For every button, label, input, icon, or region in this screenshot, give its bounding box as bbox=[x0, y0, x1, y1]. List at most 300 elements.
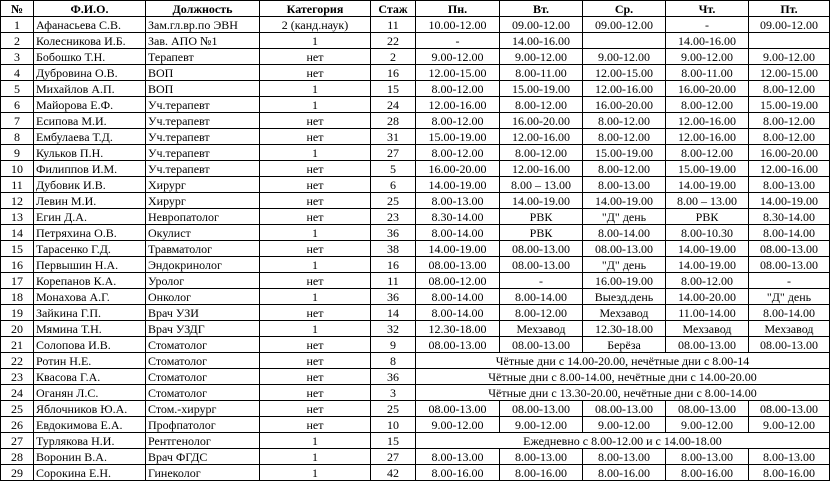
cell-number: 22 bbox=[1, 353, 34, 369]
cell-number: 11 bbox=[1, 177, 34, 193]
cell-experience: 23 bbox=[371, 209, 416, 225]
table-row bbox=[1, 97, 830, 113]
cell-wednesday: Мехзавод bbox=[583, 305, 666, 321]
cell-position: Уч.терапевт bbox=[146, 161, 260, 177]
cell-monday: 08.00-13.00 bbox=[416, 257, 500, 273]
cell-category: нет bbox=[260, 337, 371, 353]
table-row bbox=[1, 241, 830, 257]
cell-wednesday: 12.30-18.00 bbox=[583, 321, 666, 337]
cell-experience: 28 bbox=[371, 113, 416, 129]
table-row bbox=[1, 449, 830, 465]
cell-experience: 42 bbox=[371, 465, 416, 481]
cell-wednesday: 8.00-13.00 bbox=[583, 449, 666, 465]
cell-thursday: 8.00-12.00 bbox=[666, 97, 749, 113]
cell-tuesday: 09.00-12.00 bbox=[500, 17, 583, 33]
cell-name: Дубровина О.В. bbox=[34, 65, 146, 81]
cell-wednesday: 8.00-16.00 bbox=[583, 465, 666, 481]
cell-name: Егин Д.А. bbox=[34, 209, 146, 225]
cell-tuesday: 8.00-11.00 bbox=[500, 65, 583, 81]
cell-wednesday: 8.00-12.00 bbox=[583, 161, 666, 177]
cell-schedule-note: Чётные дни с 8.00-14.00, нечётные дни с 14.00-20.00 bbox=[416, 369, 830, 385]
cell-number: 24 bbox=[1, 385, 34, 401]
cell-number: 1 bbox=[1, 17, 34, 33]
cell-position: Стоматолог bbox=[146, 385, 260, 401]
table-row bbox=[1, 273, 830, 289]
cell-friday: 08.00-13.00 bbox=[749, 337, 830, 353]
cell-name: Зайкина Г.П. bbox=[34, 305, 146, 321]
cell-name: Майорова Е.Ф. bbox=[34, 97, 146, 113]
cell-wednesday: 15.00-19.00 bbox=[583, 145, 666, 161]
cell-number: 18 bbox=[1, 289, 34, 305]
cell-experience: 15 bbox=[371, 433, 416, 449]
cell-monday: 9.00-12.00 bbox=[416, 417, 500, 433]
table-row bbox=[1, 225, 830, 241]
cell-wednesday: 8.00-13.00 bbox=[583, 177, 666, 193]
table-row bbox=[1, 321, 830, 337]
table-row bbox=[1, 433, 830, 449]
cell-number: 21 bbox=[1, 337, 34, 353]
cell-friday: 8.00-14.00 bbox=[749, 225, 830, 241]
table-row bbox=[1, 257, 830, 273]
cell-category: 1 bbox=[260, 145, 371, 161]
cell-name: Корепанов К.А. bbox=[34, 273, 146, 289]
cell-position: Стоматолог bbox=[146, 337, 260, 353]
cell-category: 2 (канд.наук) bbox=[260, 17, 371, 33]
cell-thursday: 14.00-16.00 bbox=[666, 33, 749, 49]
cell-name: Колесникова И.Б. bbox=[34, 33, 146, 49]
cell-experience: 25 bbox=[371, 193, 416, 209]
cell-friday: 08.00-13.00 bbox=[749, 241, 830, 257]
cell-wednesday: 8.00-14.00 bbox=[583, 225, 666, 241]
cell-wednesday: "Д" день bbox=[583, 209, 666, 225]
cell-position: Терапевт bbox=[146, 49, 260, 65]
cell-number: 23 bbox=[1, 369, 34, 385]
cell-friday: Мехзавод bbox=[749, 321, 830, 337]
table-row bbox=[1, 49, 830, 65]
table-row bbox=[1, 305, 830, 321]
cell-name: Петряхина О.В. bbox=[34, 225, 146, 241]
cell-experience: 16 bbox=[371, 257, 416, 273]
cell-experience: 36 bbox=[371, 225, 416, 241]
cell-monday: 8.00-12.00 bbox=[416, 81, 500, 97]
cell-thursday: 12.00-16.00 bbox=[666, 113, 749, 129]
cell-position: Эндокринолог bbox=[146, 257, 260, 273]
cell-experience: 25 bbox=[371, 401, 416, 417]
cell-monday: 8.00-12.00 bbox=[416, 113, 500, 129]
cell-number: 7 bbox=[1, 113, 34, 129]
cell-experience: 27 bbox=[371, 145, 416, 161]
cell-name: Первышин Н.А. bbox=[34, 257, 146, 273]
cell-position: Онколог bbox=[146, 289, 260, 305]
cell-thursday: 8.00-10.30 bbox=[666, 225, 749, 241]
header-friday: Пт. bbox=[749, 1, 830, 17]
cell-monday: 14.00-19.00 bbox=[416, 241, 500, 257]
cell-name: Оганян Л.С. bbox=[34, 385, 146, 401]
cell-category: нет bbox=[260, 113, 371, 129]
cell-experience: 5 bbox=[371, 161, 416, 177]
cell-thursday: 8.00-16.00 bbox=[666, 465, 749, 481]
cell-tuesday: РВК bbox=[500, 225, 583, 241]
cell-name: Сорокина Е.Н. bbox=[34, 465, 146, 481]
cell-wednesday: "Д" день bbox=[583, 257, 666, 273]
cell-tuesday: 8.00-12.00 bbox=[500, 305, 583, 321]
cell-friday: 9.00-12.00 bbox=[749, 49, 830, 65]
cell-thursday: 9.00-12.00 bbox=[666, 417, 749, 433]
cell-thursday: 9.00-12.00 bbox=[666, 49, 749, 65]
cell-experience: 16 bbox=[371, 65, 416, 81]
cell-thursday: - bbox=[666, 17, 749, 33]
cell-schedule-note: Чётные дни с 14.00-20.00, нечётные дни с 8.00-14 bbox=[416, 353, 830, 369]
cell-thursday: 14.00-19.00 bbox=[666, 177, 749, 193]
cell-thursday: 16.00-20.00 bbox=[666, 81, 749, 97]
cell-friday: 8.00-13.00 bbox=[749, 449, 830, 465]
cell-friday: 12.00-15.00 bbox=[749, 65, 830, 81]
cell-number: 15 bbox=[1, 241, 34, 257]
cell-monday: 8.30-14.00 bbox=[416, 209, 500, 225]
header-experience: Стаж bbox=[371, 1, 416, 17]
cell-name: Ембулаева Т.Д. bbox=[34, 129, 146, 145]
cell-monday: 12.00-16.00 bbox=[416, 97, 500, 113]
cell-category: нет bbox=[260, 417, 371, 433]
cell-name: Дубовик И.В. bbox=[34, 177, 146, 193]
cell-name: Квасова Г.А. bbox=[34, 369, 146, 385]
cell-name: Бобошко Т.Н. bbox=[34, 49, 146, 65]
table-row bbox=[1, 369, 830, 385]
header-tuesday: Вт. bbox=[500, 1, 583, 17]
cell-category: 1 bbox=[260, 433, 371, 449]
header-name: Ф.И.О. bbox=[34, 1, 146, 17]
cell-monday: 10.00-12.00 bbox=[416, 17, 500, 33]
cell-position: Уч.терапевт bbox=[146, 97, 260, 113]
cell-thursday: РВК bbox=[666, 209, 749, 225]
cell-thursday: 08.00-13.00 bbox=[666, 401, 749, 417]
cell-category: нет bbox=[260, 177, 371, 193]
table-row bbox=[1, 17, 830, 33]
table-row bbox=[1, 289, 830, 305]
cell-monday: 15.00-19.00 bbox=[416, 129, 500, 145]
cell-monday: 8.00-16.00 bbox=[416, 465, 500, 481]
cell-number: 13 bbox=[1, 209, 34, 225]
cell-thursday: 11.00-14.00 bbox=[666, 305, 749, 321]
table-row bbox=[1, 177, 830, 193]
header-row bbox=[1, 1, 830, 17]
cell-tuesday: 14.00-16.00 bbox=[500, 33, 583, 49]
cell-friday: 12.00-16.00 bbox=[749, 161, 830, 177]
cell-friday: 8.00-14.00 bbox=[749, 305, 830, 321]
cell-experience: 36 bbox=[371, 289, 416, 305]
cell-position: Уч.терапевт bbox=[146, 145, 260, 161]
cell-tuesday: 08.00-13.00 bbox=[500, 257, 583, 273]
cell-experience: 10 bbox=[371, 417, 416, 433]
cell-number: 17 bbox=[1, 273, 34, 289]
cell-thursday: 8.00-12.00 bbox=[666, 273, 749, 289]
cell-name: Воронин В.А. bbox=[34, 449, 146, 465]
cell-thursday: 08.00-13.00 bbox=[666, 337, 749, 353]
cell-wednesday: 12.00-16.00 bbox=[583, 81, 666, 97]
cell-position: Врач ФГДС bbox=[146, 449, 260, 465]
cell-monday: 8.00-14.00 bbox=[416, 289, 500, 305]
cell-number: 16 bbox=[1, 257, 34, 273]
header-category: Категория bbox=[260, 1, 371, 17]
cell-name: Кульков П.Н. bbox=[34, 145, 146, 161]
cell-monday: 14.00-19.00 bbox=[416, 177, 500, 193]
cell-thursday: Мехзавод bbox=[666, 321, 749, 337]
cell-wednesday: 12.00-15.00 bbox=[583, 65, 666, 81]
cell-number: 29 bbox=[1, 465, 34, 481]
cell-position: Гинеколог bbox=[146, 465, 260, 481]
cell-number: 26 bbox=[1, 417, 34, 433]
cell-position: Зам.гл.вр.по ЭВН bbox=[146, 17, 260, 33]
cell-friday: "Д" день bbox=[749, 289, 830, 305]
cell-number: 27 bbox=[1, 433, 34, 449]
cell-tuesday: РВК bbox=[500, 209, 583, 225]
cell-schedule-note: Ежедневно с 8.00-12.00 и с 14.00-18.00 bbox=[416, 433, 830, 449]
cell-monday: 8.00-13.00 bbox=[416, 449, 500, 465]
cell-wednesday: 08.00-13.00 bbox=[583, 241, 666, 257]
cell-number: 14 bbox=[1, 225, 34, 241]
cell-thursday: 8.00-13.00 bbox=[666, 449, 749, 465]
table-row bbox=[1, 385, 830, 401]
cell-wednesday: 9.00-12.00 bbox=[583, 417, 666, 433]
table-row bbox=[1, 65, 830, 81]
cell-category: нет bbox=[260, 353, 371, 369]
cell-tuesday: 15.00-19.00 bbox=[500, 81, 583, 97]
cell-experience: 8 bbox=[371, 353, 416, 369]
cell-name: Есипова М.И. bbox=[34, 113, 146, 129]
cell-name: Евдокимова Е.А. bbox=[34, 417, 146, 433]
cell-position: Уч.терапевт bbox=[146, 113, 260, 129]
cell-tuesday: 14.00-19.00 bbox=[500, 193, 583, 209]
cell-category: нет bbox=[260, 401, 371, 417]
cell-experience: 9 bbox=[371, 337, 416, 353]
cell-number: 25 bbox=[1, 401, 34, 417]
cell-position: ВОП bbox=[146, 81, 260, 97]
cell-category: 1 bbox=[260, 449, 371, 465]
cell-friday: 8.30-14.00 bbox=[749, 209, 830, 225]
cell-category: нет bbox=[260, 241, 371, 257]
cell-position: Окулист bbox=[146, 225, 260, 241]
cell-experience: 27 bbox=[371, 449, 416, 465]
cell-thursday: 8.00-12.00 bbox=[666, 145, 749, 161]
cell-monday: 08.00-12.00 bbox=[416, 273, 500, 289]
cell-thursday: 14.00-20.00 bbox=[666, 289, 749, 305]
cell-friday: 15.00-19.00 bbox=[749, 97, 830, 113]
cell-wednesday: Выезд.день bbox=[583, 289, 666, 305]
cell-category: нет bbox=[260, 193, 371, 209]
cell-thursday: 8.00-11.00 bbox=[666, 65, 749, 81]
cell-friday: 8.00-16.00 bbox=[749, 465, 830, 481]
cell-experience: 24 bbox=[371, 97, 416, 113]
table-row bbox=[1, 33, 830, 49]
cell-wednesday bbox=[583, 33, 666, 49]
cell-friday: 08.00-13.00 bbox=[749, 257, 830, 273]
cell-experience: 6 bbox=[371, 177, 416, 193]
table-row bbox=[1, 161, 830, 177]
cell-number: 4 bbox=[1, 65, 34, 81]
cell-category: 1 bbox=[260, 257, 371, 273]
header-wednesday: Ср. bbox=[583, 1, 666, 17]
cell-category: 1 bbox=[260, 289, 371, 305]
cell-position: Невропатолог bbox=[146, 209, 260, 225]
cell-tuesday: 16.00-20.00 bbox=[500, 113, 583, 129]
cell-wednesday: 9.00-12.00 bbox=[583, 49, 666, 65]
cell-category: нет bbox=[260, 161, 371, 177]
cell-tuesday: 8.00-16.00 bbox=[500, 465, 583, 481]
table-row bbox=[1, 129, 830, 145]
cell-category: 1 bbox=[260, 33, 371, 49]
cell-experience: 15 bbox=[371, 81, 416, 97]
cell-friday bbox=[749, 33, 830, 49]
cell-category: 1 bbox=[260, 225, 371, 241]
cell-tuesday: 12.00-16.00 bbox=[500, 129, 583, 145]
cell-category: нет bbox=[260, 385, 371, 401]
cell-tuesday: 8.00-12.00 bbox=[500, 97, 583, 113]
cell-tuesday: 9.00-12.00 bbox=[500, 417, 583, 433]
cell-category: 1 bbox=[260, 81, 371, 97]
table-row bbox=[1, 113, 830, 129]
cell-name: Монахова А.Г. bbox=[34, 289, 146, 305]
cell-position: Уч.терапевт bbox=[146, 129, 260, 145]
cell-friday: - bbox=[749, 273, 830, 289]
cell-wednesday: 8.00-12.00 bbox=[583, 113, 666, 129]
cell-position: Зав. АПО №1 bbox=[146, 33, 260, 49]
cell-name: Филиппов И.М. bbox=[34, 161, 146, 177]
table-row bbox=[1, 465, 830, 481]
cell-number: 9 bbox=[1, 145, 34, 161]
cell-wednesday: 8.00-12.00 bbox=[583, 129, 666, 145]
cell-position: Рентгенолог bbox=[146, 433, 260, 449]
cell-tuesday: - bbox=[500, 273, 583, 289]
cell-position: Стоматолог bbox=[146, 369, 260, 385]
cell-experience: 32 bbox=[371, 321, 416, 337]
cell-name: Солопова И.В. bbox=[34, 337, 146, 353]
cell-thursday: 14.00-19.00 bbox=[666, 257, 749, 273]
cell-name: Тарасенко Г.Д. bbox=[34, 241, 146, 257]
cell-category: нет bbox=[260, 273, 371, 289]
cell-number: 12 bbox=[1, 193, 34, 209]
cell-number: 10 bbox=[1, 161, 34, 177]
cell-tuesday: 8.00 – 13.00 bbox=[500, 177, 583, 193]
cell-tuesday: 8.00-13.00 bbox=[500, 449, 583, 465]
table-row bbox=[1, 145, 830, 161]
cell-number: 6 bbox=[1, 97, 34, 113]
cell-monday: 08.00-13.00 bbox=[416, 337, 500, 353]
header-monday: Пн. bbox=[416, 1, 500, 17]
cell-tuesday: Мехзавод bbox=[500, 321, 583, 337]
cell-monday: 8.00-13.00 bbox=[416, 193, 500, 209]
cell-position: Врач УЗИ bbox=[146, 305, 260, 321]
cell-monday: 12.00-15.00 bbox=[416, 65, 500, 81]
table-row bbox=[1, 353, 830, 369]
cell-position: Хирург bbox=[146, 177, 260, 193]
cell-category: нет bbox=[260, 49, 371, 65]
cell-category: 1 bbox=[260, 97, 371, 113]
cell-category: нет bbox=[260, 369, 371, 385]
cell-name: Ротин Н.Е. bbox=[34, 353, 146, 369]
cell-number: 2 bbox=[1, 33, 34, 49]
cell-category: нет bbox=[260, 65, 371, 81]
header-position: Должность bbox=[146, 1, 260, 17]
cell-category: нет bbox=[260, 305, 371, 321]
table-row bbox=[1, 209, 830, 225]
cell-friday: 9.00-12.00 bbox=[749, 417, 830, 433]
cell-monday: - bbox=[416, 33, 500, 49]
cell-tuesday: 8.00-14.00 bbox=[500, 289, 583, 305]
cell-position: Уролог bbox=[146, 273, 260, 289]
cell-tuesday: 12.00-16.00 bbox=[500, 161, 583, 177]
table-row bbox=[1, 337, 830, 353]
cell-experience: 22 bbox=[371, 33, 416, 49]
header-number: № bbox=[1, 1, 34, 17]
cell-wednesday: 16.00-19.00 bbox=[583, 273, 666, 289]
cell-name: Левин М.И. bbox=[34, 193, 146, 209]
cell-name: Турлякова Н.И. bbox=[34, 433, 146, 449]
cell-number: 19 bbox=[1, 305, 34, 321]
cell-tuesday: 9.00-12.00 bbox=[500, 49, 583, 65]
cell-thursday: 15.00-19.00 bbox=[666, 161, 749, 177]
header-thursday: Чт. bbox=[666, 1, 749, 17]
cell-friday: 8.00-12.00 bbox=[749, 113, 830, 129]
table-row bbox=[1, 193, 830, 209]
cell-monday: 12.30-18.00 bbox=[416, 321, 500, 337]
cell-number: 5 bbox=[1, 81, 34, 97]
cell-position: Стом.-хирург bbox=[146, 401, 260, 417]
cell-number: 3 bbox=[1, 49, 34, 65]
cell-tuesday: 08.00-13.00 bbox=[500, 241, 583, 257]
cell-monday: 08.00-13.00 bbox=[416, 401, 500, 417]
cell-monday: 8.00-12.00 bbox=[416, 145, 500, 161]
table-body bbox=[1, 17, 830, 481]
cell-experience: 2 bbox=[371, 49, 416, 65]
cell-category: 1 bbox=[260, 465, 371, 481]
cell-position: ВОП bbox=[146, 65, 260, 81]
cell-category: нет bbox=[260, 129, 371, 145]
cell-monday: 16.00-20.00 bbox=[416, 161, 500, 177]
cell-friday: 8.00-12.00 bbox=[749, 129, 830, 145]
cell-name: Михайлов А.П. bbox=[34, 81, 146, 97]
cell-name: Афанасьева С.В. bbox=[34, 17, 146, 33]
cell-monday: 8.00-14.00 bbox=[416, 305, 500, 321]
table-row bbox=[1, 81, 830, 97]
cell-friday: 8.00-12.00 bbox=[749, 81, 830, 97]
cell-experience: 36 bbox=[371, 369, 416, 385]
cell-wednesday: 08.00-13.00 bbox=[583, 401, 666, 417]
cell-wednesday: Берёза bbox=[583, 337, 666, 353]
cell-friday: 08.00-13.00 bbox=[749, 401, 830, 417]
cell-number: 28 bbox=[1, 449, 34, 465]
cell-name: Яблочников Ю.А. bbox=[34, 401, 146, 417]
cell-name: Мямина Т.Н. bbox=[34, 321, 146, 337]
cell-number: 20 bbox=[1, 321, 34, 337]
cell-tuesday: 08.00-13.00 bbox=[500, 337, 583, 353]
cell-experience: 3 bbox=[371, 385, 416, 401]
cell-friday: 14.00-19.00 bbox=[749, 193, 830, 209]
cell-friday: 09.00-12.00 bbox=[749, 17, 830, 33]
cell-experience: 11 bbox=[371, 273, 416, 289]
cell-wednesday: 14.00-19.00 bbox=[583, 193, 666, 209]
cell-experience: 11 bbox=[371, 17, 416, 33]
cell-experience: 14 bbox=[371, 305, 416, 321]
cell-position: Травматолог bbox=[146, 241, 260, 257]
cell-monday: 9.00-12.00 bbox=[416, 49, 500, 65]
cell-thursday: 12.00-16.00 bbox=[666, 129, 749, 145]
cell-wednesday: 16.00-20.00 bbox=[583, 97, 666, 113]
cell-schedule-note: Чётные дни с 13.30-20.00, нечётные дни с 8.00-14.00 bbox=[416, 385, 830, 401]
cell-tuesday: 8.00-12.00 bbox=[500, 145, 583, 161]
cell-category: 1 bbox=[260, 321, 371, 337]
cell-position: Профпатолог bbox=[146, 417, 260, 433]
cell-position: Хирург bbox=[146, 193, 260, 209]
